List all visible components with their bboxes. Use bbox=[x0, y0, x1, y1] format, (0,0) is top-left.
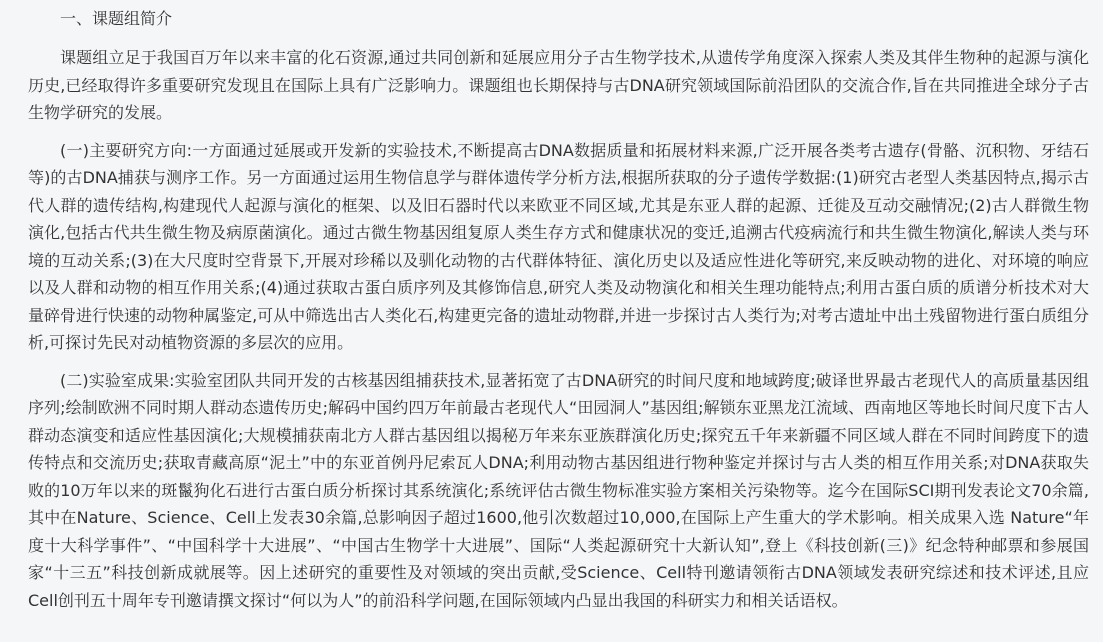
section-heading: 一、课题组简介 bbox=[60, 9, 173, 28]
lab-achievements-paragraph: (二)实验室成果:实验室团队共同开发的古核基因组捕获技术,显著拓宽了古DNA研究的时间尺度和地域跨度;破译世界最古老现代人的高质量基因组序列;绘制欧洲不同时期人群动态遗传历史;解码中国约四万年前最古老现代人“田园洞人”基因组;解锁东亚黑龙江流域、西南地区等地长时间尺度下古人群动态演变和适应性基因演化;大规模捕获南北方人群古基因组以揭秘万年来东亚族群演化历史;探究五千年来新疆不同区域人群在不同时间跨度下的遗传特点和交流历史;获取青藏高原“泥土”中的东亚首例丹尼索瓦人DNA;利用动物古基因组进行物种鉴定并探讨与古人类的相互作用关系;对DNA获取失败的10万年以来的斑鬣狗化石进行古蛋白质分析探讨其系统演化;系统评估古微生物标准实验方案相关污染物等。迄今在国际SCI期刊发表论文70余篇,其中在Nature、Science、Cell上发表30余篇,总影响因子超过1600,他引次数超过10,000,在国际上产生重大的学术影响。相关成果入选 Nature“年度十大科学事件”、“中国科学十大进展”、“中国古生物学十大进展”、国际“人类起源研究十大新认知”,登上《科技创新(三)》纪念特种邮票和参展国家“十三五”科技创新成就展等。因上述研究的重要性及对领域的突出贡献,受Science、Cell特刊邀请领衔古DNA领域发表研究综述和技术评述,且应Cell创刊五十周年专刊邀请撰文探讨“何以为人”的前沿科学问题,在国际领域内凸显出我国的科研实力和相关话语权。 bbox=[28, 370, 1089, 610]
intro-paragraph: 课题组立足于我国百万年以来丰富的化石资源,通过共同创新和延展应用分子古生物学技术,从遗传学角度深入探索人类及其伴生物种的起源与演化历史,已经取得许多重要研究发现且在国际上具有广泛影响力。课题组也长期保持与古DNA研究领域国际前沿团队的交流合作,旨在共同推进全球分子古生物学研究的发展。 bbox=[28, 48, 1089, 122]
research-directions-paragraph: (一)主要研究方向:一方面通过延展或开发新的实验技术,不断提高古DNA数据质量和拓展材料来源,广泛开展各类考古遗存(骨骼、沉积物、牙结石等)的古DNA捕获与测序工作。另一方面通过运用生物信息学与群体遗传学分析方法,根据所获取的分子遗传学数据:(1)研究古老型人类基因特点,揭示古代人群的遗传结构,构建现代人起源与演化的框架、以及旧石器时代以来欧亚不同区域,尤其是东亚人群的起源、迁徙及互动交融情况;(2)古人群微生物演化,包括古代共生微生物及病原菌演化。通过古微生物基因组复原人类生存方式和健康状况的变迁,追溯古代疫病流行和共生微生物演化,解读人类与环境的互动关系;(3)在大尺度时空背景下,开展对珍稀以及驯化动物的古代群体特征、演化历史以及适应性进化等研究,来反映动物的进化、对环境的响应以及人群和动物的相互作用关系;(4)通过获取古蛋白质序列及其修饰信息,研究人类及动物演化和相关生理功能特点;利用古蛋白质的质谱分析技术对大量碎骨进行快速的动物种属鉴定,可从中筛选出古人类化石,构建更完备的遗址动物群,并进一步探讨古人类行为;对考古遗址中出土残留物进行蛋白质组分析,可探讨先民对动植物资源的多层次的应用。 bbox=[28, 140, 1089, 352]
